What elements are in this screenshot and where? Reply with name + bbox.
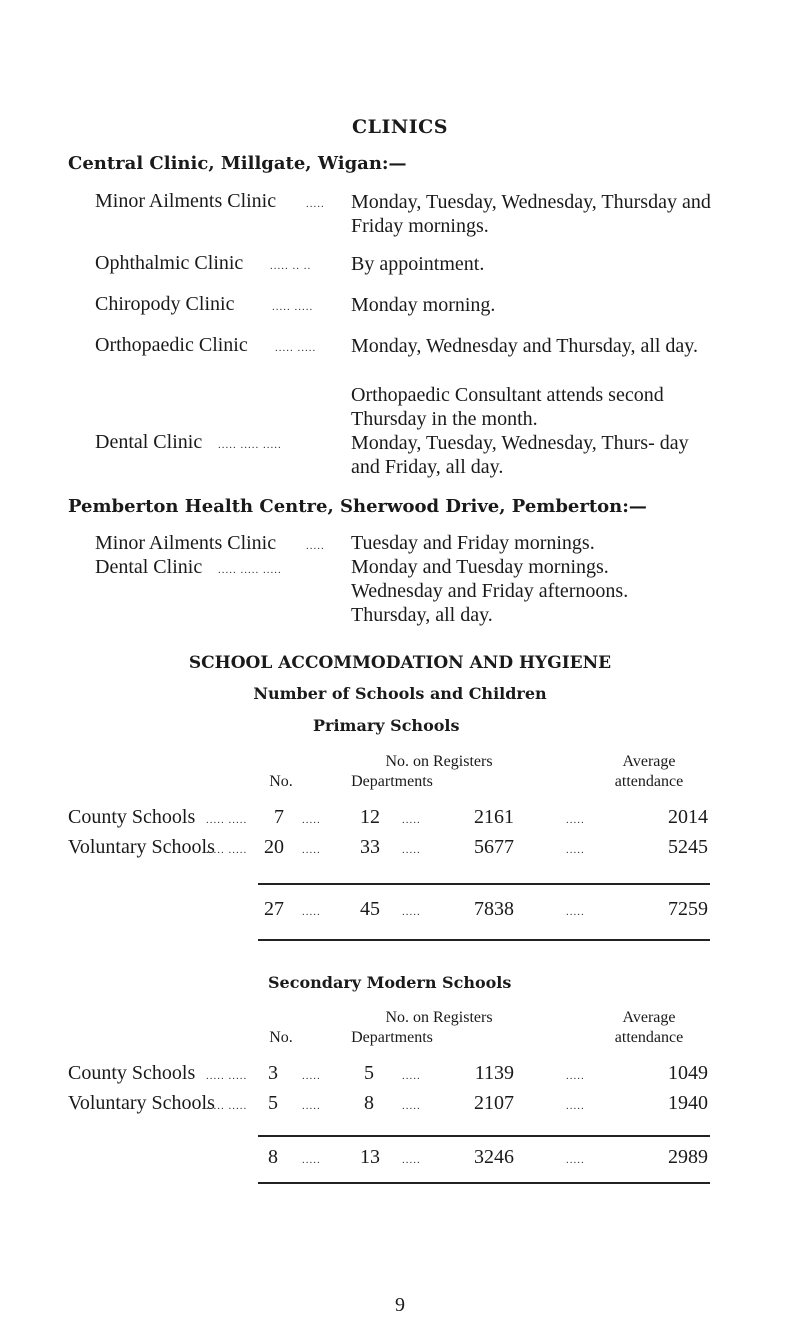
table-row-label: Voluntary Schools bbox=[68, 1092, 215, 1114]
leader-dots: ..... bbox=[302, 1100, 321, 1112]
divider bbox=[258, 1182, 710, 1184]
number-of-schools-subheading: Number of Schools and Children bbox=[253, 684, 547, 703]
leader-dots: ..... ..... bbox=[206, 814, 248, 826]
cell-no: 20 bbox=[264, 836, 284, 858]
cell-attendance: 2014 bbox=[668, 806, 708, 828]
school-accommodation-heading: SCHOOL ACCOMMODATION AND HYGIENE bbox=[188, 653, 612, 673]
leader-dots: ..... bbox=[566, 814, 585, 826]
pemberton-dental-line-2: Wednesday and Friday afternoons. bbox=[351, 580, 629, 602]
divider bbox=[258, 1135, 710, 1137]
clinic-label-ophthalmic: Ophthalmic Clinic bbox=[95, 252, 244, 274]
clinic-schedule-ophthalmic: By appointment. bbox=[351, 253, 485, 275]
pemberton-dental-line-3: Thursday, all day. bbox=[351, 604, 493, 626]
primary-schools-heading: Primary Schools bbox=[313, 716, 460, 735]
cell-attendance: 1940 bbox=[668, 1092, 708, 1114]
leader-dots: ..... bbox=[402, 844, 421, 856]
divider bbox=[258, 883, 710, 885]
leader-dots: ..... ..... bbox=[206, 1100, 248, 1112]
cell-attendance: 1049 bbox=[668, 1062, 708, 1084]
total-attendance: 2989 bbox=[668, 1146, 708, 1168]
clinic-schedule-orthopaedic: Monday, Wednesday and Thursday, all day. bbox=[351, 335, 699, 357]
cell-registers: 1139 bbox=[474, 1062, 514, 1084]
total-registers: 3246 bbox=[474, 1146, 514, 1168]
column-header-departments: Departments bbox=[351, 773, 433, 790]
leader-dots: ..... bbox=[302, 844, 321, 856]
leader-dots: ..... bbox=[302, 1154, 321, 1166]
leader-dots: ..... bbox=[402, 814, 421, 826]
leader-dots: ..... bbox=[402, 1100, 421, 1112]
column-header-attendance: Average attendance bbox=[614, 1009, 684, 1046]
leader-dots: ..... bbox=[402, 1154, 421, 1166]
divider bbox=[258, 939, 710, 941]
leader-dots: ..... .. .. bbox=[270, 260, 312, 272]
column-header-registers: No. on Registers bbox=[385, 753, 493, 770]
clinic-schedule-dental: Monday, Tuesday, Wednesday, Thurs- day and Friday, all day. bbox=[351, 432, 689, 478]
clinic-label-minor-ailments: Minor Ailments Clinic bbox=[95, 190, 277, 212]
leader-dots: ..... bbox=[306, 198, 325, 210]
leader-dots: ..... bbox=[566, 1070, 585, 1082]
leader-dots: ..... bbox=[566, 1100, 585, 1112]
total-no: 8 bbox=[268, 1146, 278, 1168]
cell-no: 7 bbox=[274, 806, 284, 828]
table-row-label: Voluntary Schools bbox=[68, 836, 215, 858]
total-departments: 45 bbox=[360, 898, 380, 920]
pemberton-heading: Pemberton Health Centre, Sherwood Drive, Pemberton:— bbox=[68, 496, 647, 517]
pemberton-label-minor-ailments: Minor Ailments Clinic bbox=[95, 532, 277, 554]
pemberton-label-dental: Dental Clinic bbox=[95, 556, 203, 578]
column-header-attendance: Average attendance bbox=[614, 753, 684, 790]
leader-dots: ..... ..... bbox=[275, 342, 317, 354]
total-no: 27 bbox=[264, 898, 284, 920]
leader-dots: ..... ..... ..... bbox=[218, 439, 282, 451]
total-attendance: 7259 bbox=[668, 898, 708, 920]
central-clinic-heading: Central Clinic, Millgate, Wigan:— bbox=[68, 153, 407, 174]
leader-dots: ..... ..... bbox=[272, 301, 314, 313]
leader-dots: ..... bbox=[402, 1070, 421, 1082]
leader-dots: ..... ..... bbox=[206, 844, 248, 856]
cell-no: 3 bbox=[268, 1062, 278, 1084]
clinic-label-dental: Dental Clinic bbox=[95, 431, 203, 453]
pemberton-dental-line-1: Monday and Tuesday mornings. bbox=[351, 556, 609, 578]
clinic-schedule-chiropody: Monday morning. bbox=[351, 294, 496, 316]
pemberton-schedule-minor-ailments: Tuesday and Friday mornings. bbox=[351, 532, 595, 554]
cell-registers: 2161 bbox=[474, 806, 514, 828]
leader-dots: ..... bbox=[402, 906, 421, 918]
cell-registers: 2107 bbox=[474, 1092, 514, 1114]
orthopaedic-consultant-note: Orthopaedic Consultant attends second Thursday in the month. bbox=[351, 384, 664, 430]
table-row-label: County Schools bbox=[68, 806, 196, 828]
leader-dots: ..... bbox=[566, 844, 585, 856]
clinic-label-chiropody: Chiropody Clinic bbox=[95, 293, 235, 315]
column-header-departments: Departments bbox=[351, 1029, 433, 1046]
column-header-registers: No. on Registers bbox=[385, 1009, 493, 1026]
leader-dots: ..... bbox=[566, 1154, 585, 1166]
leader-dots: ..... ..... ..... bbox=[218, 564, 282, 576]
cell-attendance: 5245 bbox=[668, 836, 708, 858]
secondary-schools-heading: Secondary Modern Schools bbox=[268, 973, 512, 992]
leader-dots: ..... bbox=[306, 540, 325, 552]
clinic-schedule-minor-ailments: Monday, Tuesday, Wednesday, Thursday and Friday mornings. bbox=[351, 191, 711, 237]
page-number: 9 bbox=[395, 1294, 405, 1316]
leader-dots: ..... bbox=[566, 906, 585, 918]
clinic-label-orthopaedic: Orthopaedic Clinic bbox=[95, 334, 248, 356]
cell-departments: 12 bbox=[360, 806, 380, 828]
page-title: CLINICS bbox=[352, 116, 448, 138]
leader-dots: ..... bbox=[302, 814, 321, 826]
cell-no: 5 bbox=[268, 1092, 278, 1114]
total-registers: 7838 bbox=[474, 898, 514, 920]
total-departments: 13 bbox=[360, 1146, 380, 1168]
cell-departments: 5 bbox=[364, 1062, 374, 1084]
cell-registers: 5677 bbox=[474, 836, 514, 858]
table-row-label: County Schools bbox=[68, 1062, 196, 1084]
column-header-no: No. bbox=[269, 1029, 293, 1046]
leader-dots: ..... bbox=[302, 906, 321, 918]
leader-dots: ..... ..... bbox=[206, 1070, 248, 1082]
leader-dots: ..... bbox=[302, 1070, 321, 1082]
cell-departments: 8 bbox=[364, 1092, 374, 1114]
cell-departments: 33 bbox=[360, 836, 380, 858]
column-header-no: No. bbox=[269, 773, 293, 790]
